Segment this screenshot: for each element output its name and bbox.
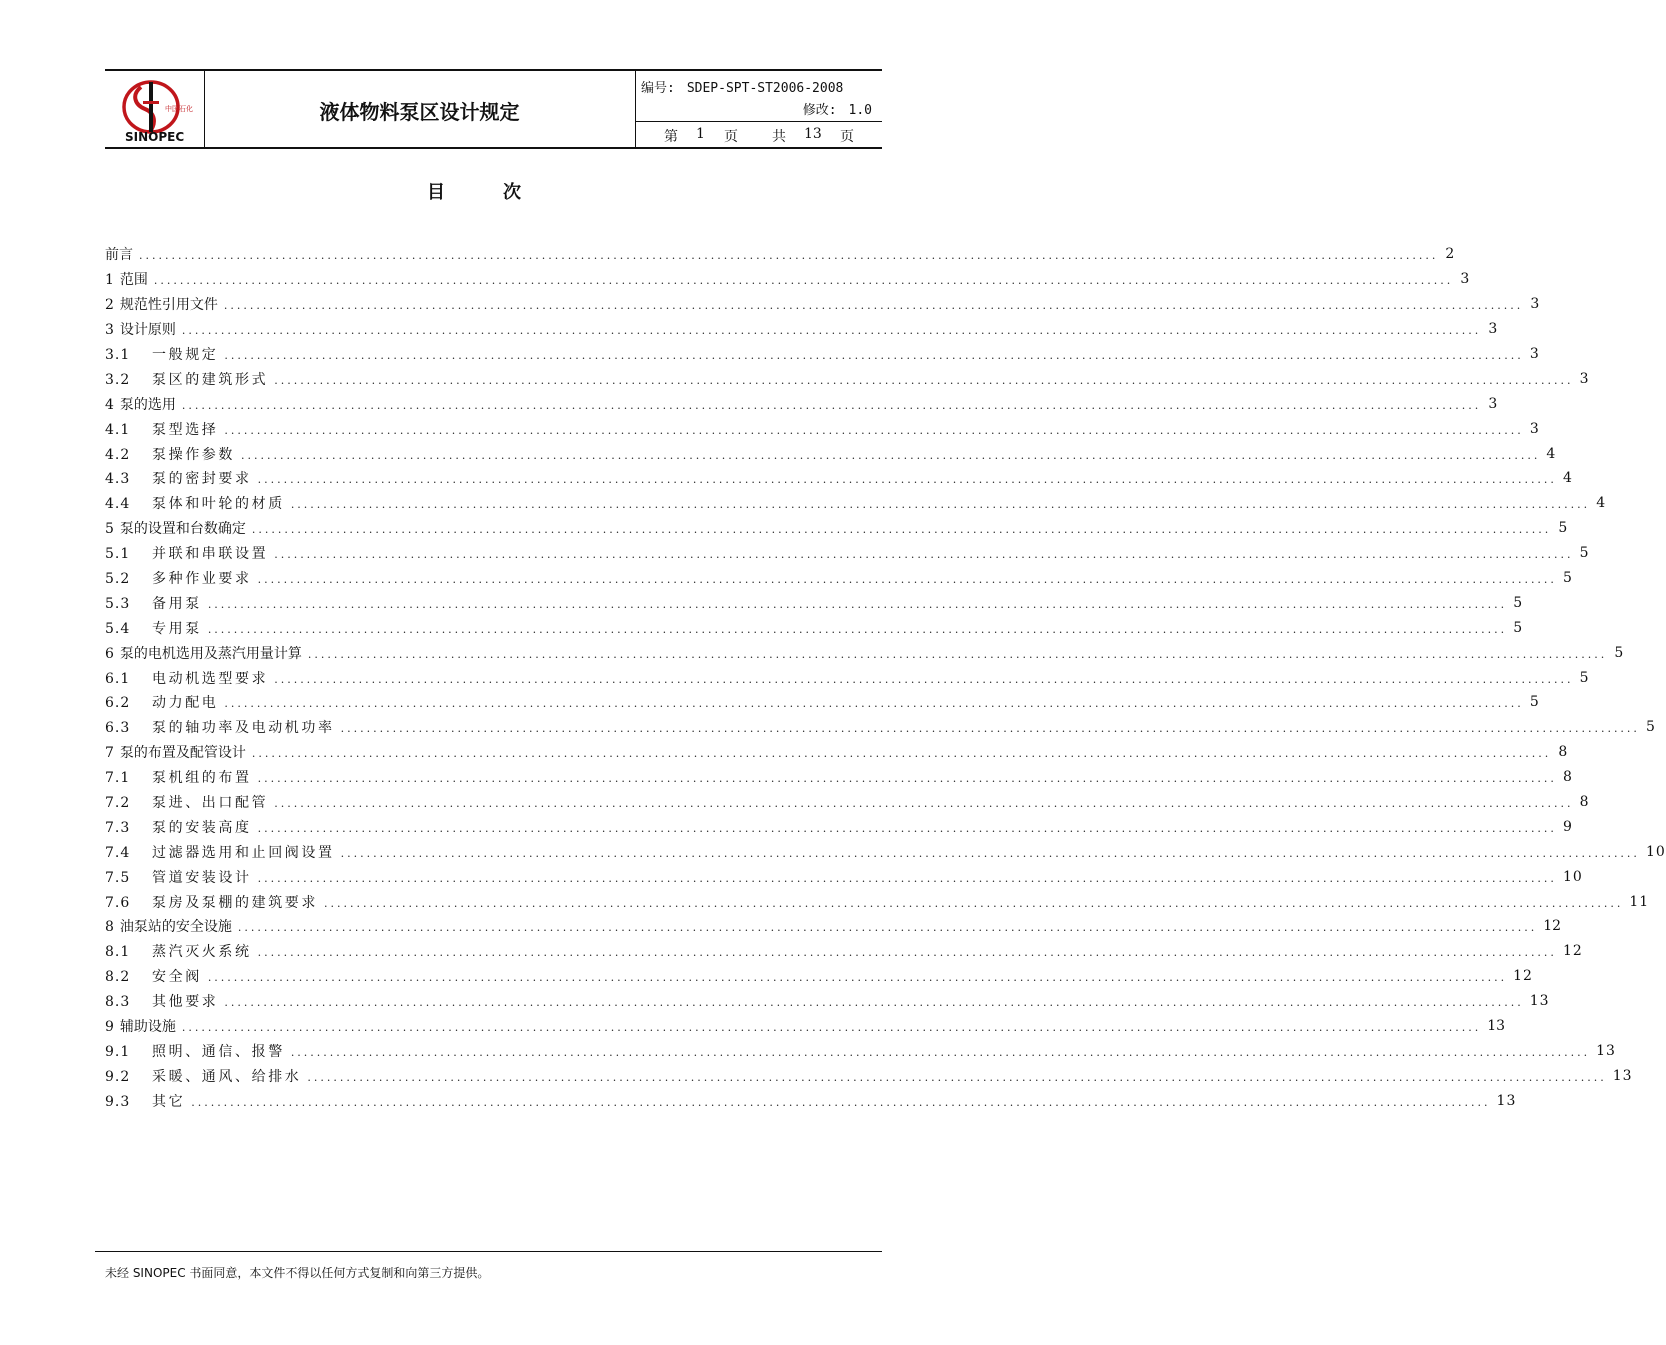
toc-leader-dots: ........................................................................................................................................................................................................ (224, 996, 1524, 1010)
toc-entry-number: 1 (105, 272, 114, 289)
toc-entry-number: 8.2 (105, 969, 131, 986)
toc-entry-text: 泵区的建筑形式 (152, 371, 269, 388)
toc-entry[interactable] (105, 864, 1583, 889)
toc-entry-page: 10 (1645, 843, 1666, 860)
toc-entry-label (105, 742, 246, 762)
total-unit: 页 (840, 129, 854, 145)
toc-entry-text: 过滤器选用和止回阀设置 (152, 844, 335, 861)
toc-entry-number: 4 (105, 396, 114, 413)
toc-entry-number: 9 (105, 1019, 114, 1036)
toc-entry[interactable] (105, 416, 1540, 441)
toc-leader-dots: ........................................................................................................................................................................................................ (340, 722, 1640, 736)
toc-entry[interactable] (105, 516, 1568, 541)
page-counter (636, 122, 882, 149)
toc-entry[interactable] (105, 740, 1568, 765)
footer-divider (95, 1251, 882, 1252)
toc-entry-label (105, 269, 148, 289)
toc-entry-number: 3.1 (105, 347, 131, 363)
toc-entry-page: 3 (1460, 271, 1470, 288)
toc-entry-page: 3 (1488, 321, 1498, 338)
toc-entry[interactable] (105, 889, 1650, 914)
toc-entry-text: 泵的安装高度 (152, 819, 252, 836)
toc-entry-page: 5 (1563, 570, 1573, 587)
toc-title (0, 178, 950, 204)
toc-entry-text: 规范性引用文件 (119, 297, 218, 314)
toc-leader-dots: ........................................................................................................................................................................................................ (324, 896, 1624, 910)
toc-entry-number: 7.5 (105, 869, 131, 886)
toc-entry-page: 5 (1646, 719, 1656, 736)
code-label: 编号: (641, 81, 675, 96)
toc-entry[interactable] (105, 1088, 1517, 1113)
toc-entry-page: 12 (1513, 968, 1533, 985)
toc-entry-label (105, 717, 335, 737)
toc-entry-number: 7.3 (105, 819, 131, 836)
toc-entry-page: 8 (1558, 744, 1568, 761)
toc-entry-text: 备用泵 (152, 595, 202, 612)
toc-entry-page: 3 (1579, 370, 1590, 387)
toc-entry[interactable] (105, 441, 1557, 466)
toc-entry-number: 4.4 (105, 496, 131, 513)
table-of-contents (105, 242, 1666, 1113)
toc-entry-number: 5 (105, 521, 114, 538)
toc-leader-dots: ........................................................................................................................................................................................................ (251, 747, 1552, 761)
page-unit: 页 (724, 129, 738, 145)
toc-entry[interactable] (105, 292, 1540, 317)
document-header (105, 69, 882, 149)
toc-entry-page: 4 (1546, 445, 1557, 462)
toc-entry[interactable] (105, 665, 1590, 690)
toc-entry-label (105, 294, 218, 314)
toc-entry[interactable] (105, 541, 1590, 566)
toc-leader-dots: ........................................................................................................................................................................................................ (290, 1045, 1591, 1059)
toc-entry-number: 5.3 (105, 595, 131, 612)
toc-entry[interactable] (105, 939, 1583, 964)
toc-entry[interactable] (105, 615, 1524, 640)
sinopec-logo (105, 71, 205, 149)
toc-entry-number: 7 (105, 745, 114, 762)
toc-entry-text: 泵体和叶轮的材质 (152, 496, 285, 513)
toc-entry[interactable] (105, 317, 1498, 342)
toc-entry-text: 泵的布置及配管设计 (119, 745, 246, 762)
toc-entry-label (105, 369, 268, 389)
toc-leader-dots: ........................................................................................................................................................................................................ (340, 846, 1640, 860)
toc-entry-label (105, 1091, 185, 1111)
toc-entry-text: 管道安装设计 (152, 869, 252, 886)
toc-entry-text: 并联和串联设置 (152, 546, 269, 563)
logo-text: SINOPEC (125, 130, 185, 144)
toc-entry-page: 5 (1579, 545, 1590, 562)
toc-entry-number: 4.1 (105, 421, 131, 438)
toc-entry-label (105, 344, 218, 364)
toc-entry-label (105, 444, 235, 464)
toc-entry-number: 7.1 (105, 770, 131, 787)
toc-entry-number: 5.1 (105, 546, 131, 563)
toc-entry-page: 3 (1488, 395, 1498, 412)
toc-entry-text: 照明、通信、报警 (152, 1043, 285, 1060)
toc-entry-label (105, 493, 285, 513)
toc-entry[interactable] (105, 590, 1524, 615)
toc-leader-dots: ........................................................................................................................................................................................................ (181, 398, 1482, 412)
toc-entry-text: 泵的电机选用及蒸汽用量计算 (119, 645, 302, 662)
toc-leader-dots: ........................................................................................................................................................................................................ (224, 423, 1524, 437)
toc-leader-dots: ........................................................................................................................................................................................................ (181, 324, 1482, 338)
toc-leader-dots: ........................................................................................................................................................................................................ (237, 921, 1538, 935)
toc-entry-page: 12 (1562, 943, 1583, 960)
toc-entry-label (105, 468, 252, 488)
toc-entry-page: 9 (1563, 818, 1573, 835)
toc-entry-text: 泵进、出口配管 (152, 795, 269, 812)
toc-entry[interactable] (105, 242, 1455, 267)
page-prefix: 第 (664, 129, 678, 145)
toc-entry-page: 13 (1596, 1042, 1616, 1059)
document-code (641, 77, 843, 96)
toc-leader-dots: ........................................................................................................................................................................................................ (257, 871, 1557, 885)
toc-entry-label (105, 518, 246, 538)
toc-entry-page: 13 (1612, 1067, 1633, 1084)
toc-title-right: 次 (503, 182, 523, 203)
toc-entry-page: 13 (1487, 1018, 1506, 1035)
toc-entry[interactable] (105, 491, 1607, 516)
toc-entry-number: 8.1 (105, 944, 131, 961)
toc-entry[interactable] (105, 790, 1590, 815)
toc-leader-dots: ........................................................................................................................................................................................................ (224, 349, 1524, 362)
toc-entry-text: 泵机组的布置 (152, 770, 252, 787)
toc-leader-dots: ........................................................................................................................................................................................................ (207, 597, 1508, 611)
toc-entry-number: 4.2 (105, 446, 131, 463)
toc-entry[interactable] (105, 366, 1590, 391)
toc-entry-text: 泵的设置和台数确定 (119, 521, 246, 538)
toc-entry-text: 泵的密封要求 (152, 471, 252, 488)
toc-title-left: 目 (427, 182, 447, 203)
toc-leader-dots: ........................................................................................................................................................................................................ (257, 946, 1557, 960)
toc-entry-number: 2 (105, 297, 114, 314)
toc-entry[interactable] (105, 989, 1550, 1014)
toc-entry-number: 6.1 (105, 670, 131, 687)
document-title: 液体物料泵区设计规定 (204, 71, 636, 149)
toc-entry-text: 油泵站的安全设施 (119, 919, 232, 936)
toc-entry-text: 泵房及泵棚的建筑要求 (152, 894, 318, 911)
toc-entry-number: 7.2 (105, 795, 131, 812)
toc-leader-dots: ........................................................................................................................................................................................................ (274, 672, 1574, 686)
toc-entry-text: 其他要求 (152, 994, 219, 1011)
toc-entry[interactable] (105, 839, 1666, 864)
revision-value: 1.0 (848, 103, 872, 118)
toc-entry[interactable] (105, 342, 1540, 367)
toc-leader-dots: ........................................................................................................................................................................................................ (207, 622, 1508, 636)
toc-entry[interactable] (105, 765, 1573, 790)
toc-entry-number: 3.2 (105, 371, 131, 388)
toc-leader-dots: ........................................................................................................................................................................................................ (207, 971, 1508, 985)
toc-entry-page: 8 (1563, 769, 1573, 786)
toc-entry-label (105, 618, 202, 638)
toc-entry-text: 多种作业要求 (152, 571, 252, 588)
toc-entry[interactable] (105, 914, 1562, 939)
toc-entry-text: 动力配电 (152, 695, 219, 712)
toc-entry-number: 9.3 (105, 1093, 131, 1110)
toc-entry[interactable] (105, 1039, 1616, 1064)
toc-leader-dots: ........................................................................................................................................................................................................ (257, 573, 1557, 587)
toc-entry-label (105, 792, 268, 812)
toc-entry-label (105, 817, 252, 837)
toc-entry-label (105, 668, 268, 688)
toc-entry-label (105, 991, 218, 1011)
toc-entry-page: 5 (1558, 520, 1568, 537)
toc-leader-dots: ........................................................................................................................................................................................................ (153, 274, 1454, 288)
toc-entry[interactable] (105, 267, 1470, 292)
toc-entry-label (105, 867, 252, 887)
toc-leader-dots: ........................................................................................................................................................................................................ (223, 299, 1524, 313)
toc-entry-text: 泵操作参数 (152, 446, 235, 463)
toc-entry-text: 一般规定 (152, 347, 219, 363)
toc-leader-dots: ........................................................................................................................................................................................................ (181, 1021, 1482, 1035)
toc-entry-page: 4 (1596, 495, 1607, 512)
toc-entry-page: 3 (1529, 420, 1540, 437)
toc-entry-number: 6 (105, 645, 114, 662)
toc-leader-dots: ........................................................................................................................................................................................................ (139, 249, 1439, 263)
toc-entry-label (105, 244, 133, 264)
toc-entry-number: 6.2 (105, 695, 131, 712)
toc-entry-label (105, 1016, 176, 1036)
toc-entry-label (105, 568, 252, 588)
toc-leader-dots: ........................................................................................................................................................................................................ (274, 797, 1574, 811)
toc-entry-text: 其它 (152, 1093, 186, 1110)
revision-label: 修改: (802, 103, 837, 118)
toc-entry-page: 5 (1579, 669, 1590, 686)
toc-entry[interactable] (105, 566, 1573, 591)
toc-entry-number: 5.2 (105, 571, 131, 588)
sinopec-logo-icon (105, 71, 204, 149)
toc-entry[interactable] (105, 1014, 1506, 1039)
toc-entry-page: 11 (1629, 893, 1650, 910)
toc-entry-label (105, 692, 218, 712)
toc-entry-page: 2 (1445, 246, 1455, 263)
toc-entry-page: 3 (1530, 296, 1540, 313)
toc-entry-page: 5 (1614, 644, 1624, 661)
toc-entry-label (105, 1066, 301, 1086)
toc-entry-text: 泵型选择 (152, 421, 219, 438)
toc-entry[interactable] (105, 964, 1533, 989)
total-prefix: 共 (772, 129, 786, 145)
toc-leader-dots: ........................................................................................................................................................................................................ (274, 373, 1574, 387)
toc-entry-page: 5 (1529, 694, 1540, 711)
toc-leader-dots: ........................................................................................................................................................................................................ (257, 821, 1557, 835)
toc-entry-text: 泵的选用 (119, 396, 176, 413)
toc-entry-label (105, 319, 176, 339)
toc-entry-page: 12 (1543, 918, 1562, 935)
toc-leader-dots: ........................................................................................................................................................................................................ (307, 1070, 1607, 1084)
document-meta (636, 71, 882, 149)
toc-entry-number: 9.1 (105, 1043, 131, 1060)
toc-entry[interactable] (105, 640, 1624, 665)
toc-entry-page: 10 (1562, 868, 1583, 885)
toc-leader-dots: ........................................................................................................................................................................................................ (274, 548, 1574, 562)
toc-entry-page: 8 (1579, 794, 1590, 811)
toc-leader-dots: ........................................................................................................................................................................................................ (257, 772, 1557, 786)
toc-entry-label (105, 941, 252, 961)
toc-entry[interactable] (105, 391, 1498, 416)
logo-chinese-text: 中国石化 (165, 105, 193, 113)
toc-entry-text: 专用泵 (152, 620, 202, 637)
toc-entry-text: 蒸汽灭火系统 (152, 944, 252, 961)
toc-entry-label (105, 394, 176, 414)
toc-entry-number: 5.4 (105, 620, 131, 637)
page-current: 1 (696, 126, 705, 142)
toc-leader-dots: ........................................................................................................................................................................................................ (307, 647, 1608, 661)
toc-entry-page: 13 (1529, 993, 1550, 1010)
toc-leader-dots: ........................................................................................................................................................................................................ (191, 1095, 1491, 1109)
toc-leader-dots: ........................................................................................................................................................................................................ (257, 473, 1557, 487)
toc-entry-number: 3 (105, 322, 114, 339)
toc-leader-dots: ........................................................................................................................................................................................................ (251, 523, 1552, 537)
toc-entry-label (105, 916, 232, 936)
toc-entry-number: 4.3 (105, 471, 131, 488)
toc-entry[interactable] (105, 715, 1656, 740)
toc-entry-text: 辅助设施 (119, 1019, 176, 1036)
toc-entry-number: 8 (105, 919, 114, 936)
meta-code-block (636, 71, 882, 122)
code-value: SDEP-SPT-ST2006-2008 (686, 81, 844, 96)
toc-entry-text: 设计原则 (119, 322, 176, 339)
toc-entry-number: 9.2 (105, 1068, 131, 1085)
document-revision (803, 99, 872, 118)
toc-entry[interactable] (105, 690, 1540, 715)
toc-entry-text: 泵的轴功率及电动机功率 (152, 720, 335, 737)
toc-leader-dots: ........................................................................................................................................................................................................ (290, 498, 1591, 512)
page-total: 13 (804, 126, 822, 142)
toc-leader-dots: ........................................................................................................................................................................................................ (241, 448, 1541, 462)
toc-entry-label (105, 842, 335, 862)
toc-entry-number: 8.3 (105, 994, 131, 1011)
toc-entry[interactable] (105, 814, 1573, 839)
toc-entry-number: 7.6 (105, 894, 131, 911)
toc-entry[interactable] (105, 466, 1573, 491)
toc-entry-page: 4 (1563, 470, 1573, 487)
toc-entry-number: 6.3 (105, 720, 131, 737)
toc-entry-number: 7.4 (105, 844, 131, 861)
toc-entry-page: 13 (1496, 1092, 1517, 1109)
toc-entry-page: 5 (1513, 619, 1524, 636)
toc-entry-text: 范围 (119, 272, 148, 289)
toc-entry-label (105, 892, 318, 912)
toc-entry-page: 5 (1513, 594, 1524, 611)
toc-entry-label (105, 543, 268, 563)
toc-entry[interactable] (105, 1063, 1633, 1088)
toc-entry-label (105, 1041, 285, 1061)
toc-entry-text: 前言 (105, 247, 133, 264)
footer-notice: 未经 SINOPEC 书面同意，本文件不得以任何方式复制和向第三方提供。 (105, 1266, 490, 1280)
toc-entry-label (105, 966, 202, 986)
toc-entry-label (105, 593, 202, 613)
toc-entry-text: 安全阀 (152, 969, 202, 986)
toc-leader-dots: ........................................................................................................................................................................................................ (224, 697, 1524, 711)
toc-entry-page: 3 (1529, 346, 1540, 362)
toc-entry-label (105, 419, 218, 439)
toc-entry-text: 电动机选型要求 (152, 670, 269, 687)
toc-entry-label (105, 643, 302, 663)
toc-entry-label (105, 767, 252, 787)
toc-entry-text: 采暖、通风、给排水 (152, 1068, 302, 1085)
